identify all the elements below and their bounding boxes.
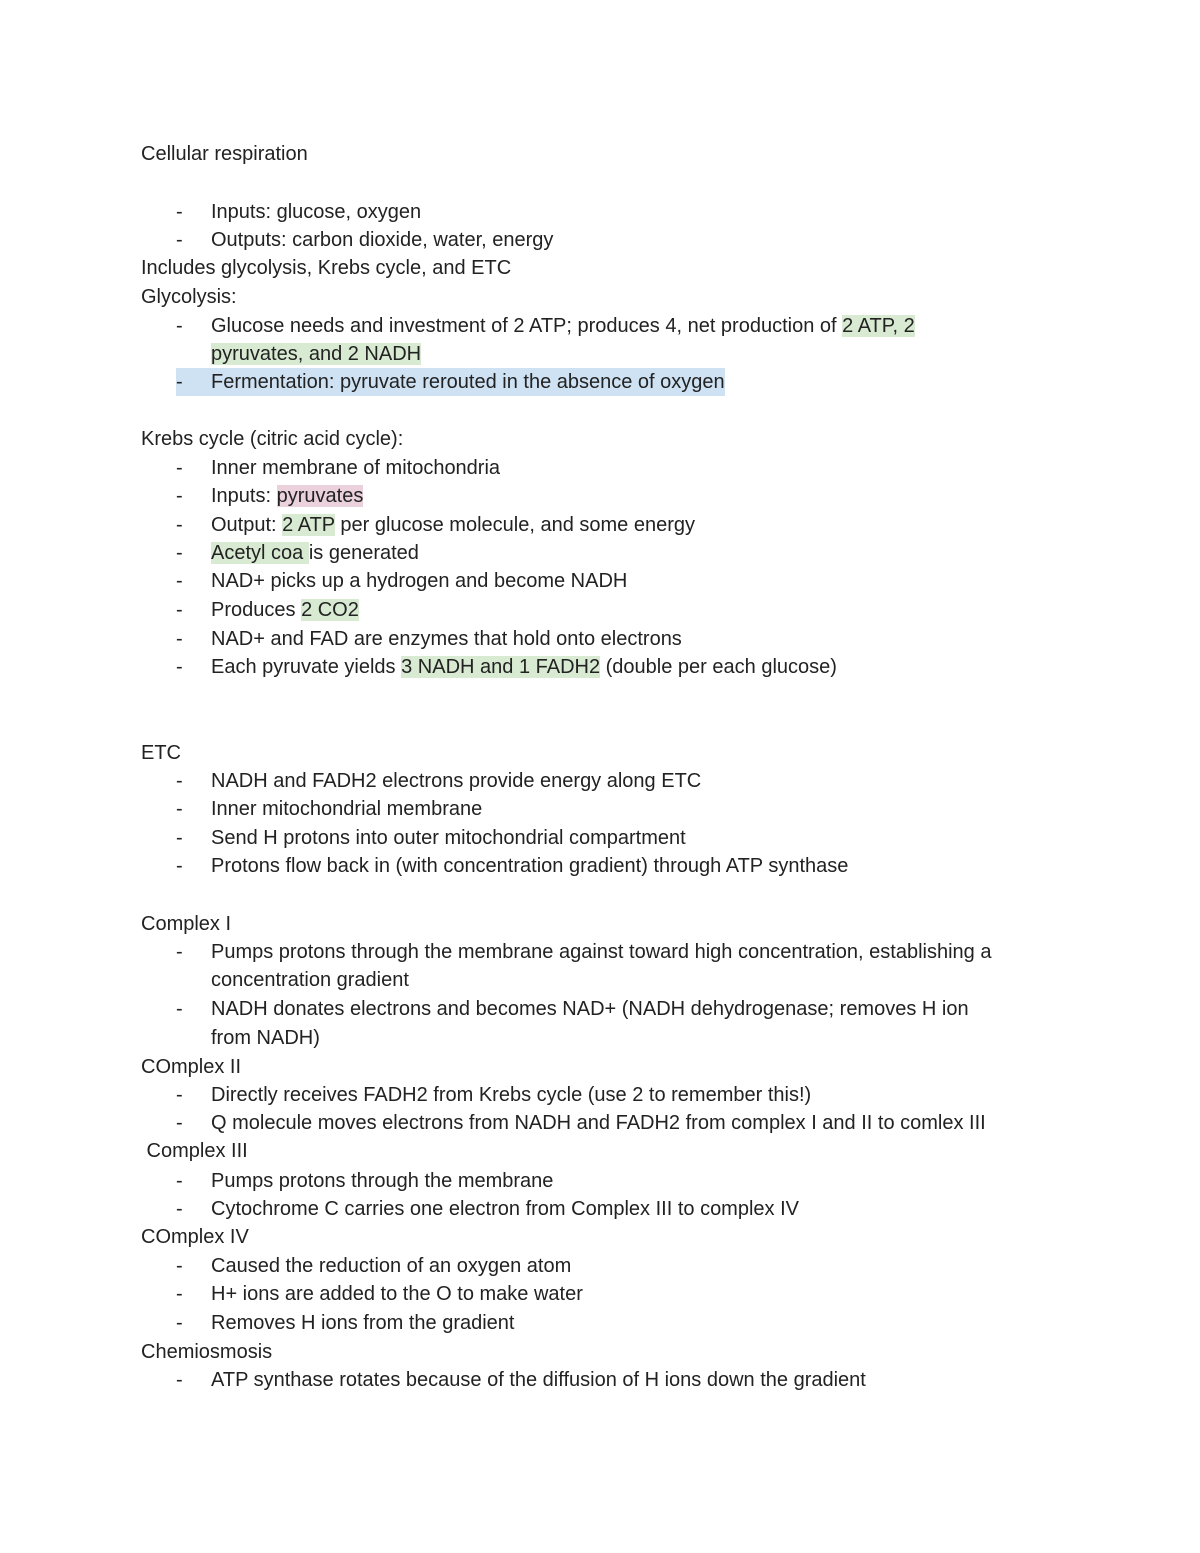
line-text: from NADH) (211, 1027, 320, 1049)
line-text: (double per each glucose) (600, 656, 837, 678)
bullet-dash: - (176, 770, 183, 792)
line-text: Fermentation: pyruvate rerouted in the absence of oxygen (211, 371, 725, 393)
bullet-item (176, 653, 837, 681)
line-text: Caused the reduction of an oxygen atom (211, 1255, 572, 1277)
line-text: COmplex IV (141, 1226, 249, 1248)
bullet-dash: - (176, 371, 183, 393)
bullet-dash: - (176, 628, 183, 650)
bullet-dash: - (176, 599, 183, 621)
section-heading (141, 140, 308, 168)
highlighted-text: 2 ATP (282, 514, 335, 536)
bullet-dash: - (176, 855, 183, 877)
bullet-item (176, 938, 991, 966)
bullet-item (176, 852, 848, 880)
bullet-dash: - (176, 485, 183, 507)
bullet-dash: - (176, 998, 183, 1020)
bullet-dash: - (176, 941, 183, 963)
bullet-continuation (211, 340, 421, 368)
bullet-continuation (211, 1024, 320, 1052)
bullet-dash: - (176, 570, 183, 592)
bullet-item (176, 368, 725, 396)
bullet-item (176, 1280, 583, 1308)
bullet-item (176, 198, 421, 226)
bullet-dash: - (176, 1112, 183, 1134)
bullet-item (176, 567, 627, 595)
bullet-dash: - (176, 1312, 183, 1334)
section-heading (141, 254, 511, 282)
line-text: Krebs cycle (citric acid cycle): (141, 428, 404, 450)
line-text: NADH and FADH2 electrons provide energy along ETC (211, 770, 702, 792)
bullet-item (176, 539, 419, 567)
bullet-item (176, 767, 701, 795)
bullet-item (176, 1109, 986, 1137)
line-text: Each pyruvate yields (211, 656, 402, 678)
bullet-item (176, 625, 682, 653)
line-text: Pumps protons through the membrane against toward high concentration, establishing a (211, 941, 992, 963)
line-text: per glucose molecule, and some energy (334, 514, 696, 536)
bullet-dash: - (176, 1369, 183, 1391)
highlighted-text: pyruvates (276, 485, 364, 507)
line-text: Complex I (141, 913, 232, 935)
line-text: H+ ions are added to the O to make water (211, 1283, 583, 1305)
line-text: Inner membrane of mitochondria (211, 457, 501, 479)
line-text: Directly receives FADH2 from Krebs cycle (use 2 to remember this!) (211, 1084, 812, 1106)
line-text: Send H protons into outer mitochondrial compartment (211, 827, 686, 849)
bullet-dash: - (176, 827, 183, 849)
bullet-item (176, 482, 363, 510)
bullet-dash: - (176, 1255, 183, 1277)
section-heading (141, 1223, 249, 1251)
bullet-item (176, 1309, 514, 1337)
line-text: Inputs: glucose, oxygen (211, 201, 422, 223)
bullet-item (176, 1081, 811, 1109)
highlighted-text: pyruvates, and 2 NADH (211, 343, 422, 365)
line-text: NAD+ and FAD are enzymes that hold onto electrons (211, 628, 682, 650)
highlighted-text: 3 NADH and 1 FADH2 (401, 656, 601, 678)
line-text: Inputs: (211, 485, 277, 507)
highlighted-text: 2 ATP, 2 (842, 315, 915, 337)
bullet-dash: - (176, 542, 183, 564)
bullet-item (176, 1195, 799, 1223)
line-text: Removes H ions from the gradient (211, 1312, 515, 1334)
line-text: Output: (211, 514, 283, 536)
section-heading (141, 1053, 241, 1081)
bullet-item (176, 995, 969, 1023)
bullet-dash: - (176, 798, 183, 820)
line-text: Q molecule moves electrons from NADH and FADH2 from complex I and II to comlex III (211, 1112, 986, 1134)
bullet-dash: - (176, 315, 183, 337)
line-text: NAD+ picks up a hydrogen and become NADH (211, 570, 628, 592)
section-heading (141, 910, 231, 938)
bullet-item (176, 824, 686, 852)
line-text: concentration gradient (211, 969, 409, 991)
bullet-dash: - (176, 656, 183, 678)
section-heading (141, 1338, 272, 1366)
bullet-item (176, 226, 553, 254)
line-text: Glycolysis: (141, 286, 237, 308)
bullet-dash: - (176, 229, 183, 251)
bullet-item (176, 511, 695, 539)
line-text: COmplex II (141, 1056, 242, 1078)
bullet-item (176, 1167, 553, 1195)
line-text: ETC (141, 742, 181, 764)
highlighted-text: Acetyl coa (211, 542, 309, 564)
bullet-dash: - (176, 514, 183, 536)
bullet-item (176, 596, 359, 624)
line-text: Cytochrome C carries one electron from Complex III to complex IV (211, 1198, 799, 1220)
section-heading (141, 739, 181, 767)
highlighted-text: 2 CO2 (301, 599, 359, 621)
line-text: Glucose needs and investment of 2 ATP; produces 4, net production of (211, 315, 843, 337)
line-text: Cellular respiration (141, 143, 308, 165)
bullet-dash: - (176, 201, 183, 223)
line-text: Produces (211, 599, 302, 621)
bullet-dash: - (176, 457, 183, 479)
section-heading (141, 283, 237, 311)
line-text: is generated (308, 542, 419, 564)
bullet-item (176, 795, 482, 823)
bullet-item (176, 1252, 571, 1280)
bullet-item (176, 1366, 866, 1394)
bullet-dash: - (176, 1283, 183, 1305)
line-text: Chemiosmosis (141, 1341, 273, 1363)
section-heading (141, 1137, 248, 1165)
line-text: Complex III (141, 1140, 248, 1162)
bullet-dash: - (176, 1198, 183, 1220)
line-text: ATP synthase rotates because of the diffusion of H ions down the gradient (211, 1369, 866, 1391)
line-text: Includes glycolysis, Krebs cycle, and ETC (141, 257, 512, 279)
bullet-continuation (211, 966, 409, 994)
bullet-dash: - (176, 1170, 183, 1192)
section-heading (141, 425, 403, 453)
line-text: Inner mitochondrial membrane (211, 798, 483, 820)
line-text: Protons flow back in (with concentration gradient) through ATP synthase (211, 855, 849, 877)
bullet-item (176, 312, 915, 340)
line-text: Pumps protons through the membrane (211, 1170, 554, 1192)
bullet-dash: - (176, 1084, 183, 1106)
line-text: Outputs: carbon dioxide, water, energy (211, 229, 554, 251)
line-text: NADH donates electrons and becomes NAD+ (NADH dehydrogenase; removes H ion (211, 998, 969, 1020)
bullet-item (176, 454, 500, 482)
